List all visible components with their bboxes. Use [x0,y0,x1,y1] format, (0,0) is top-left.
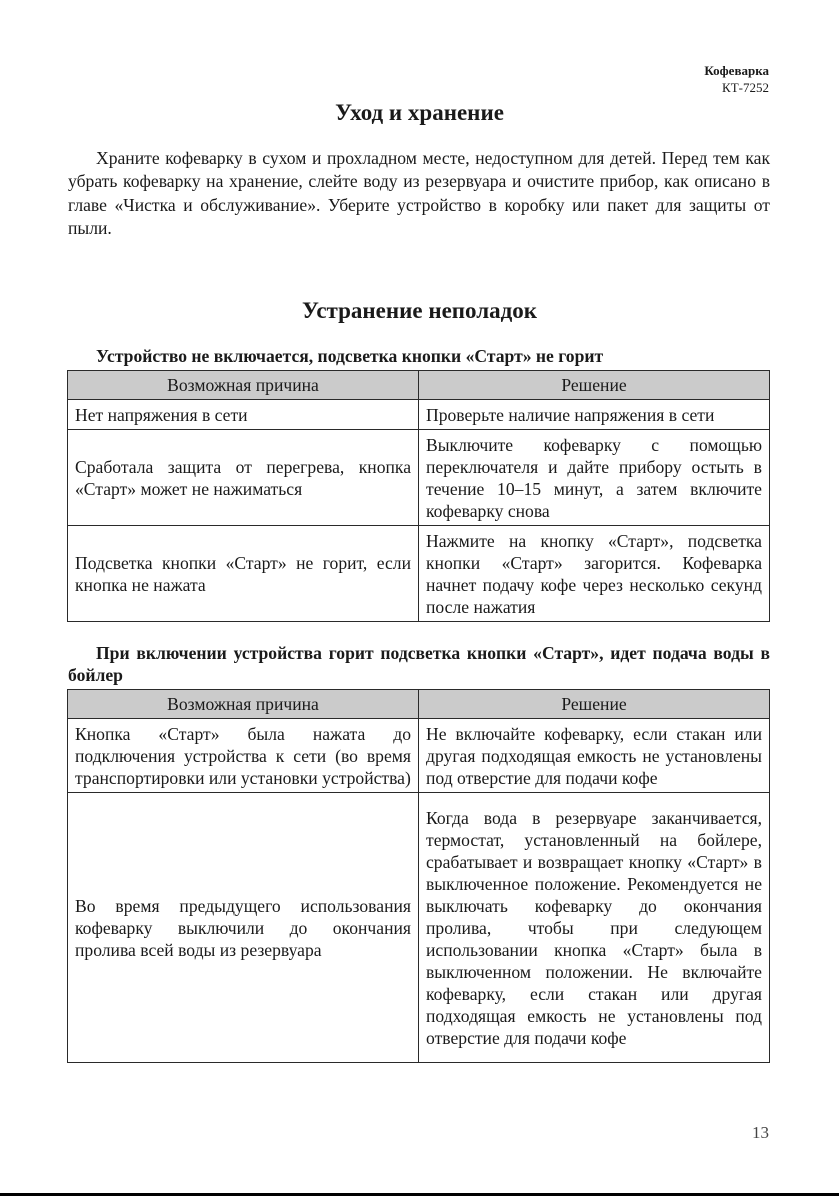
table-header-row [68,371,770,400]
cause-cell: Кнопка «Старт» была нажата до подключения устройства к сети (во время транспортировки или установки устройства) [68,719,419,793]
column-header-solution: Решение [419,690,770,719]
header-brand: Кофеварка [704,63,769,78]
solution-cell: Не включайте кофеварку, если стакан или другая подходящая емкость не установлены под отверстие для подачи кофе [419,719,770,793]
troubleshooting-title: Устранение неполадок [301,298,538,323]
care-paragraph: Храните кофеварку в сухом и прохладном месте, недоступном для детей. Перед тем как убрать кофеварку на хранение, слейте воду из резервуара и очистите прибор, как описано в главе «Чистка и обслуживание». Уберите устройство в коробку или пакет для защиты от пыли. [68,148,770,238]
table-row [68,430,770,526]
header-model: КТ-7252 [722,80,769,95]
table-row [68,526,770,622]
cause-cell: Подсветка кнопки «Старт» не горит, если кнопка не нажата [68,526,419,622]
table-row [68,400,770,430]
cause-cell: Во время предыдущего использования кофеварку выключили до окончания пролива всей воды из резервуара [68,793,419,1063]
troubleshooting-table-2 [67,689,770,1063]
table-header-row [68,690,770,719]
section-1-heading: Устройство не включается, подсветка кнопки «Старт» не горит [96,346,604,366]
table-row [68,719,770,793]
solution-cell: Выключите кофеварку с помощью переключателя и дайте прибору остыть в течение 10–15 минут, а затем включите кофеварку снова [419,430,770,526]
cause-cell: Нет напряжения в сети [68,400,419,430]
solution-cell: Проверьте наличие напряжения в сети [419,400,770,430]
section-2-heading: При включении устройства горит подсветка кнопки «Старт», идет подача воды в бойлер [68,643,770,685]
solution-cell: Нажмите на кнопку «Старт», подсветка кнопки «Старт» загорится. Кофеварка начнет подачу кофе через несколько секунд после нажатия [419,526,770,622]
column-header-solution: Решение [419,371,770,400]
troubleshooting-table-1 [67,370,770,622]
column-header-cause: Возможная причина [68,371,419,400]
page-header [704,62,769,96]
cause-cell: Сработала защита от перегрева, кнопка «Старт» может не нажиматься [68,430,419,526]
column-header-cause: Возможная причина [68,690,419,719]
care-title: Уход и хранение [335,100,504,125]
solution-cell: Когда вода в резервуаре заканчивается, термостат, установленный на бойлере, срабатывает и возвращает кнопку «Старт» в выключенное положение. Рекомендуется не выключать кофеварку до окончания пролива, чтобы при следующем использовании кнопка «Старт» была в выключенном положении. Не включайте кофеварку, если стакан или другая подходящая емкость не установлены под отверстие для подачи кофе [419,793,770,1063]
page-number: 13 [752,1123,769,1142]
table-row [68,793,770,1063]
